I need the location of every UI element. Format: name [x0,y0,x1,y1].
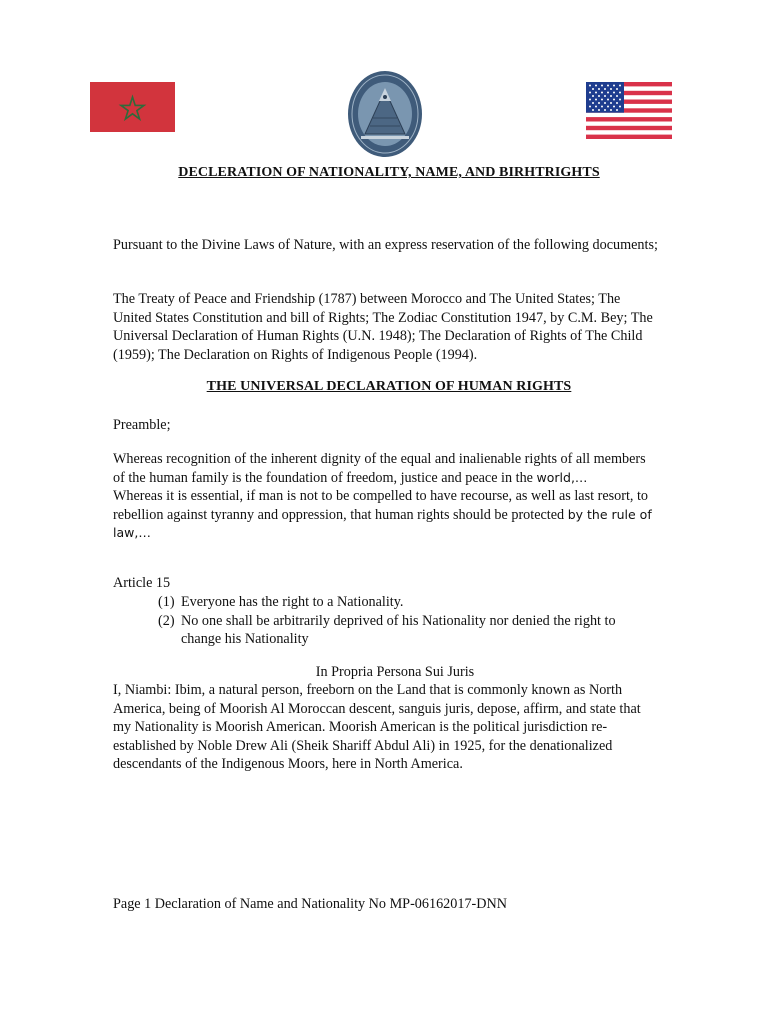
article-item [158,612,658,649]
article-item-text: Everyone has the right to a Nationality. [181,594,404,610]
whereas-paragraph-1 [113,450,658,487]
declaration-paragraph: I, Niambi: Ibim, a natural person, freeborn on the Land that is commonly known as North America, being of Moorish Al Moroccan descent, sanguis juris, depose, affirm, and state that my Nationality is Moorish American. Moorish American is the political jurisdiction re-established by Noble Drew Ali (Sheik Shariff Abdul Ali) in 1925, for the denationalized descendants of the Indigenous Moors, here in North America. [113,682,641,772]
usa-flag-icon [586,82,672,139]
page-footer: Page 1 Declaration of Name and Nationality No MP-06162017-DNN [113,896,508,912]
treaty-paragraph: The Treaty of Peace and Friendship (1787) between Morocco and The United States; The United States Constitution and bill of Rights; The Zodiac Constitution 1947, by C.M. Bey; The Universal Declaration of Human Rights (U.N. 1948); The Declaration of Rights of The Child (1959); The Declaration on Rights of Indigenous People (1994). [113,291,653,363]
whereas-paragraphs [113,450,658,543]
whereas-2-tail: by the rule of law,… [113,506,652,540]
propria-persona-heading: In Propria Persona Sui Juris [315,664,475,680]
morocco-flag-icon [90,82,175,132]
pyramid-seal-icon [347,70,423,158]
intro-paragraph: Pursuant to the Divine Laws of Nature, with an express reservation of the following documents; [113,237,658,253]
article-label: Article 15 [113,575,171,591]
preamble-label: Preamble; [113,417,171,433]
article-item [158,593,658,612]
section-title: THE UNIVERSAL DECLARATION OF HUMAN RIGHTS [206,379,572,394]
whereas-1-tail: world,… [536,469,588,485]
document-title: DECLERATION OF NATIONALITY, NAME, AND BIRHTRIGHTS [178,165,600,180]
article-item-number: (2) [158,612,175,629]
article-item-text: No one shall be arbitrarily deprived of his Nationality nor denied the right to change his Nationality [181,612,616,647]
article-list [158,593,658,649]
whereas-2-text: Whereas it is essential, if man is not to be compelled to have recourse, as well as last resort, to rebellion against tyranny and oppression, that human rights should be protected [113,488,649,523]
article-item-number: (1) [158,594,175,610]
whereas-paragraph-2 [113,487,658,543]
whereas-1-text: Whereas recognition of the inherent dignity of the equal and inalienable rights of all members of the human family is the foundation of freedom, justice and peace in the [113,451,646,486]
